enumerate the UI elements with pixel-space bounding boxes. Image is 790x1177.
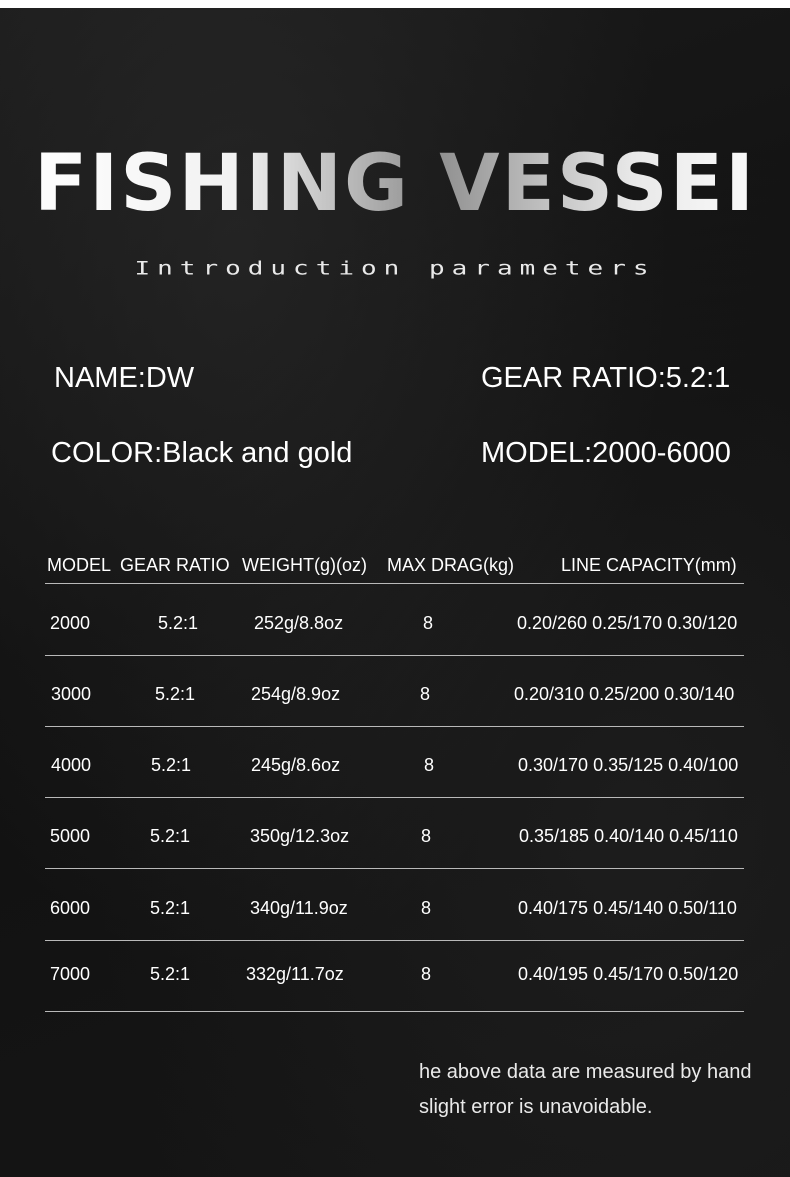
spec-model: MODEL:2000-6000 <box>481 437 731 469</box>
cell-weight: 245g/8.6oz <box>251 755 341 775</box>
cell-weight: 340g/11.9oz <box>250 898 348 918</box>
cell-max-drag: 8 <box>421 898 432 918</box>
cell-line-capacity: 0.40/175 0.45/140 0.50/110 <box>518 898 737 918</box>
spec-sheet-panel <box>0 8 790 1177</box>
table-row <box>0 608 790 638</box>
cell-weight: 252g/8.8oz <box>254 613 344 633</box>
cell-gear-ratio: 5.2:1 <box>151 755 192 775</box>
header-max-drag: MAX DRAG(kg) <box>387 555 515 575</box>
cell-line-capacity: 0.40/195 0.45/170 0.50/120 <box>518 964 739 984</box>
table-divider <box>45 868 744 869</box>
table-divider <box>45 726 744 727</box>
table-row <box>0 893 790 923</box>
spec-name: NAME:DW <box>54 362 195 394</box>
cell-max-drag: 8 <box>424 755 435 775</box>
cell-weight: 332g/11.7oz <box>246 964 344 984</box>
table-row <box>0 679 790 709</box>
cell-gear-ratio: 5.2:1 <box>150 964 191 984</box>
cell-model: 6000 <box>50 898 91 918</box>
table-row <box>0 959 790 989</box>
cell-gear-ratio: 5.2:1 <box>150 826 191 846</box>
page-subtitle: Introduction parameters <box>134 258 656 280</box>
header-line-capacity: LINE CAPACITY(mm) <box>561 555 737 575</box>
cell-weight: 350g/12.3oz <box>250 826 350 846</box>
cell-model: 2000 <box>50 613 91 633</box>
cell-max-drag: 8 <box>421 826 432 846</box>
header-weight: WEIGHT(g)(oz) <box>242 555 367 575</box>
table-divider <box>45 797 744 798</box>
table-divider <box>45 655 744 656</box>
cell-gear-ratio: 5.2:1 <box>150 898 191 918</box>
table-divider <box>45 940 744 941</box>
table-divider <box>45 583 744 584</box>
cell-model: 5000 <box>50 826 91 846</box>
header-gear-ratio: GEAR RATIO <box>120 555 230 575</box>
table-divider <box>45 1011 744 1012</box>
cell-gear-ratio: 5.2:1 <box>155 684 196 704</box>
cell-max-drag: 8 <box>421 964 432 984</box>
page-title: FISHING VESSEI <box>0 136 790 232</box>
cell-line-capacity: 0.20/260 0.25/170 0.30/120 <box>517 613 738 633</box>
cell-weight: 254g/8.9oz <box>251 684 341 704</box>
cell-max-drag: 8 <box>420 684 431 704</box>
cell-gear-ratio: 5.2:1 <box>158 613 199 633</box>
table-row <box>0 821 790 851</box>
cell-model: 3000 <box>51 684 92 704</box>
cell-model: 4000 <box>51 755 92 775</box>
cell-model: 7000 <box>50 964 91 984</box>
spec-gear-ratio: GEAR RATIO:5.2:1 <box>481 362 731 394</box>
footnote-line-2: slight error is unavoidable. <box>419 1096 653 1118</box>
footnote-line-1: he above data are measured by hand <box>419 1061 752 1083</box>
cell-line-capacity: 0.35/185 0.40/140 0.45/110 <box>519 826 738 846</box>
table-row <box>0 750 790 780</box>
header-model: MODEL <box>47 555 112 575</box>
cell-line-capacity: 0.20/310 0.25/200 0.30/140 <box>514 684 735 704</box>
cell-line-capacity: 0.30/170 0.35/125 0.40/100 <box>518 755 739 775</box>
cell-max-drag: 8 <box>423 613 434 633</box>
spec-color: COLOR:Black and gold <box>51 437 353 469</box>
